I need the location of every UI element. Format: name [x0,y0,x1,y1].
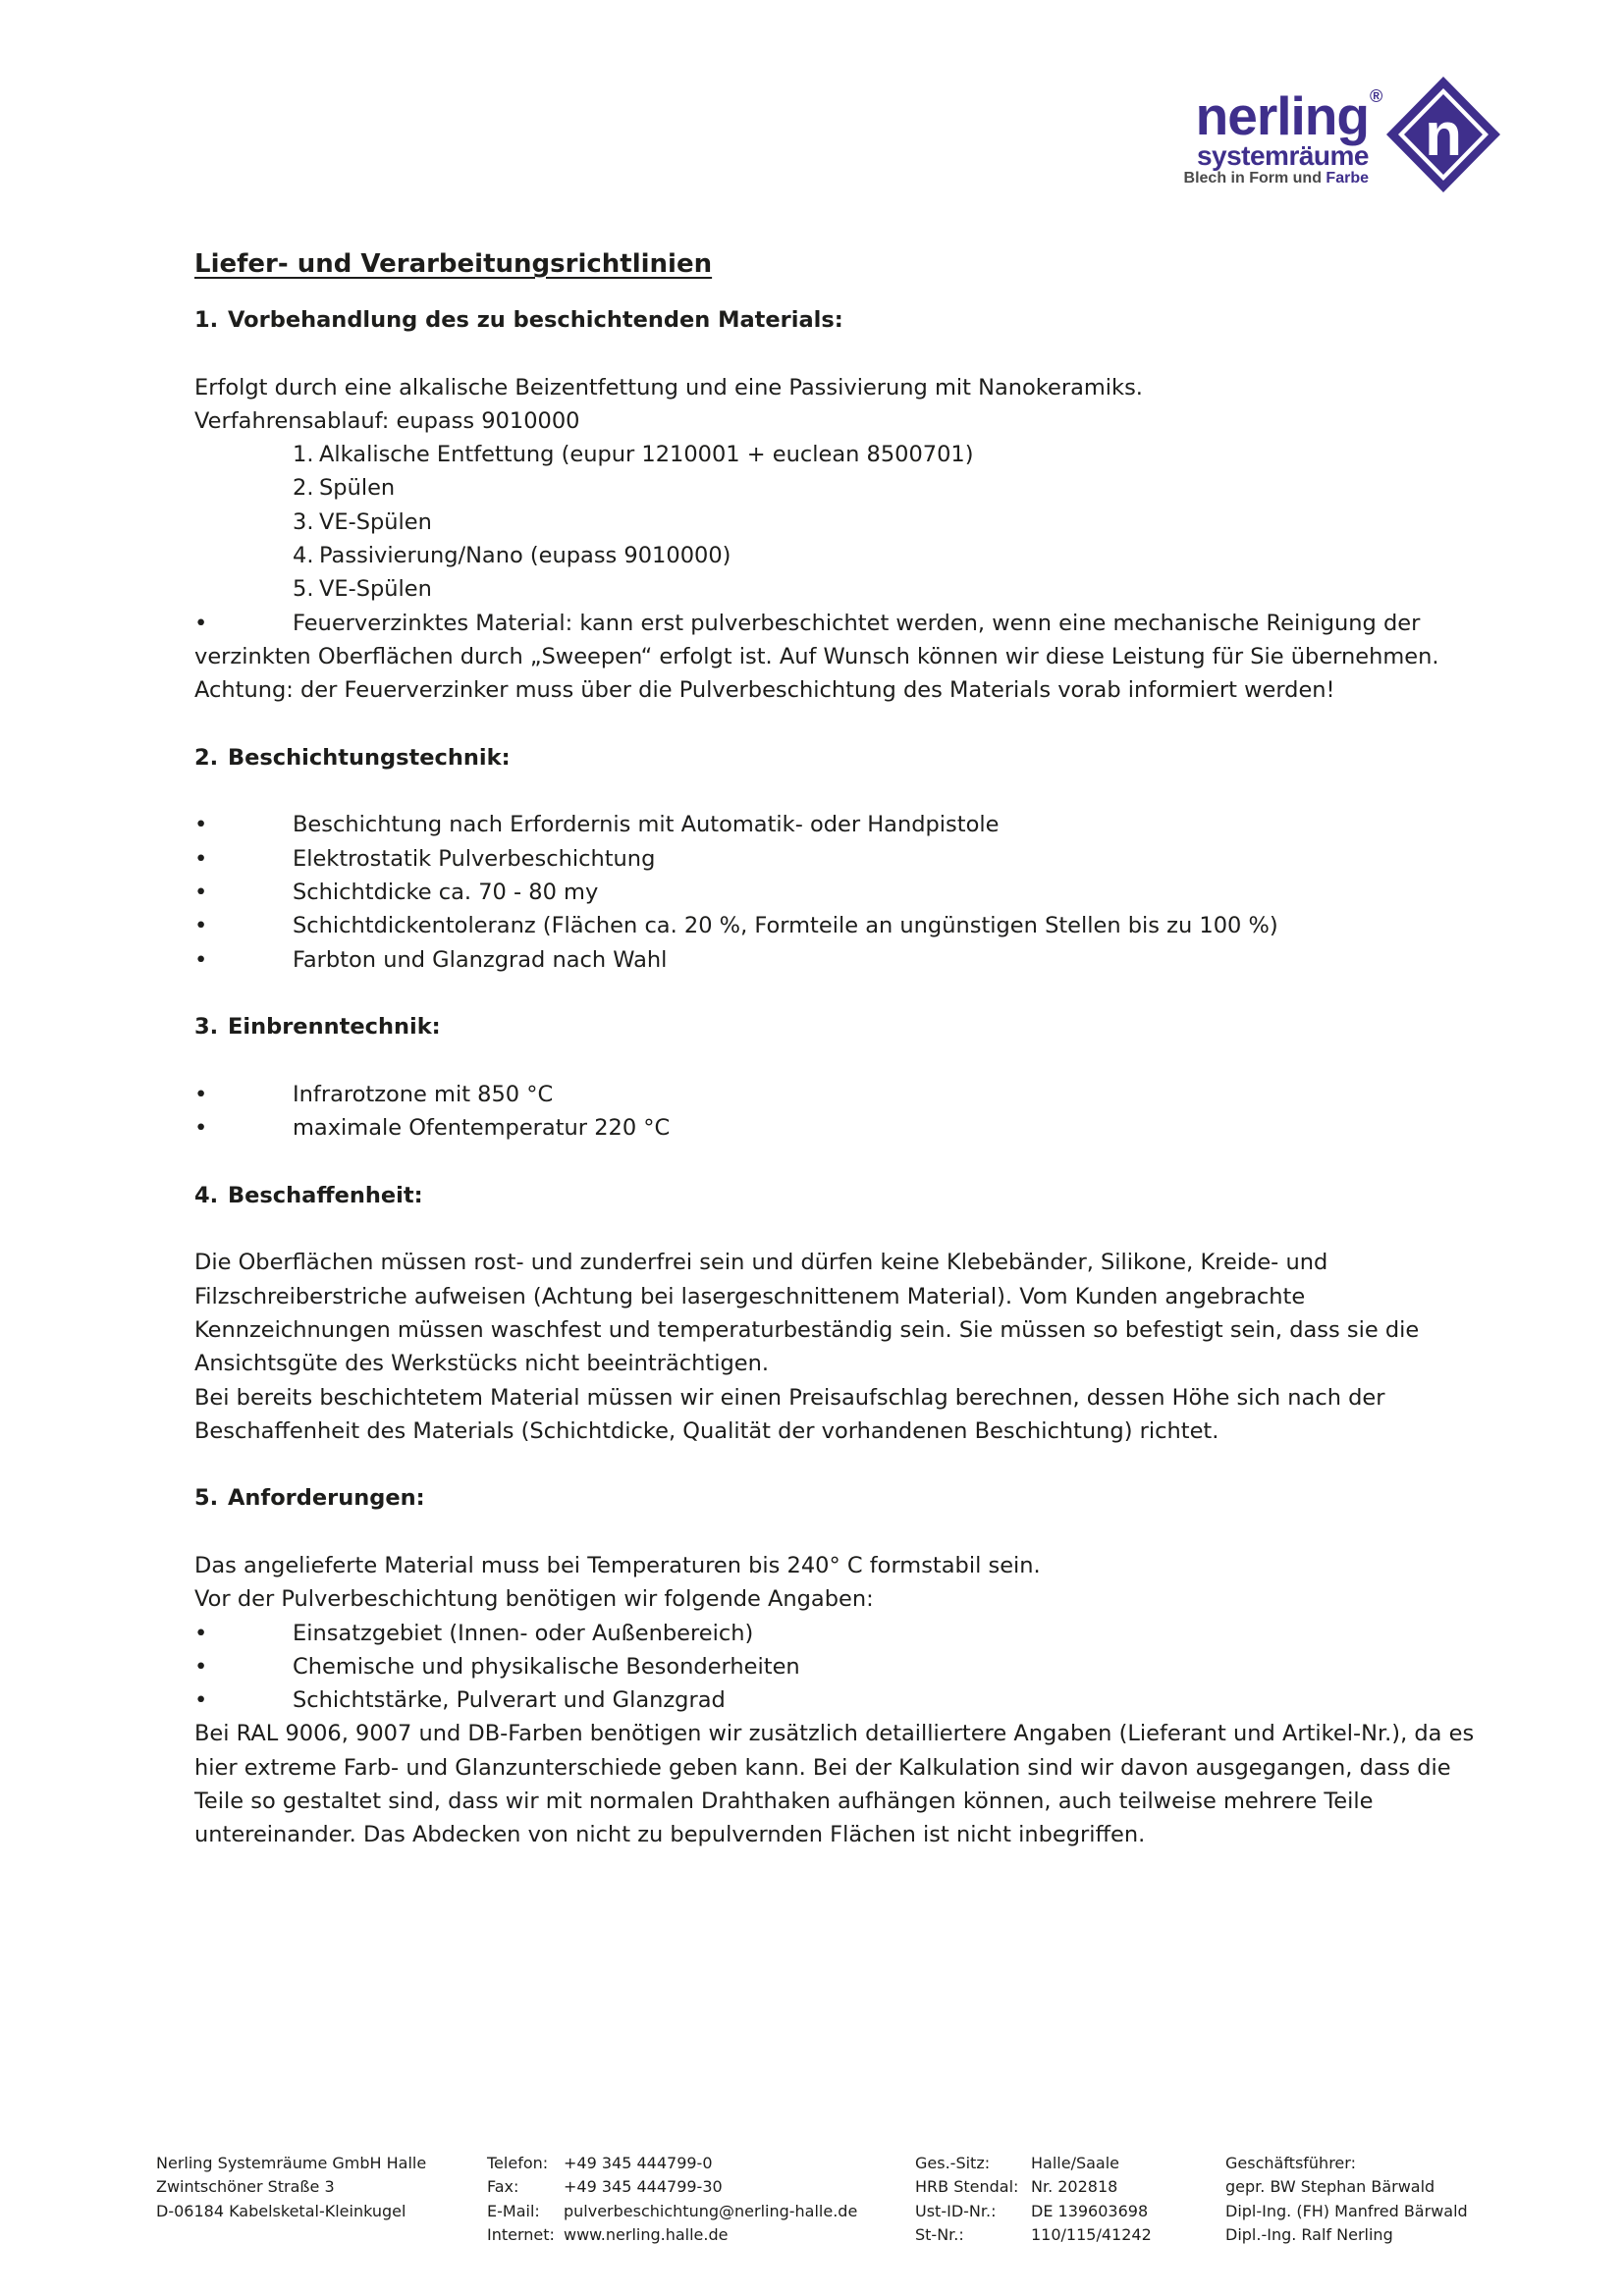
bullet-icon: • [194,1687,208,1714]
list-number: 2. [293,475,314,502]
footer-phone: +49 345 444799-0 [564,2154,713,2172]
paragraph-line: Ansichtsgüte des Werkstücks nicht beeinträchtigen. [194,1351,769,1377]
list-number: 5. [293,576,314,603]
paragraph-line: Das angelieferte Material muss bei Temperaturen bis 240° C formstabil sein. [194,1552,1041,1578]
paragraph-line: Erfolgt durch eine alkalische Beizentfettung und eine Passivierung mit Nanokeramiks. [194,374,1143,400]
paragraph-line: untereinander. Das Abdecken von nicht zu bepulvernden Flächen ist nicht inbegriffen. [194,1822,1146,1848]
footer-value: 110/115/41242 [1031,2224,1152,2244]
footer-manager-name: Dipl-Ing. (FH) Manfred Bärwald [1225,2201,1468,2220]
footer-manager-name: gepr. BW Stephan Bärwald [1225,2177,1435,2197]
footer-value: Halle/Saale [1031,2154,1120,2172]
paragraph-line: Beschaffenheit des Materials (Schichtdicke, Qualität der vorhandenen Beschichtung) richtet. [194,1417,1219,1444]
bullet-text: Beschichtung nach Erfordernis mit Automatik- oder Handpistole [293,812,1000,838]
bullet-icon: • [194,946,208,973]
bullet-icon: • [194,913,208,939]
logo-diamond-icon [1384,75,1502,194]
bullet-item [194,1617,1510,1650]
list-text: VE-Spülen [319,576,432,603]
section-number: 4. [194,1182,219,1208]
logo-tagline-start: Blech in Form und [1183,170,1322,187]
footer-management [1225,2152,1468,2247]
logo-subline: systemräume [1196,140,1369,171]
paragraph-line: verzinkten Oberflächen durch „Sweepen“ erfolgt ist. Auf Wunsch können wir diese Leistung für Sie übernehmen. [194,643,1439,669]
document-title: Liefer- und Verarbeitungsrichtlinien [194,249,713,279]
document-body [194,241,1510,1852]
bullet-item [194,876,1510,909]
section-title: Einbrenntechnik: [228,1014,441,1041]
bullet-icon: • [194,1620,208,1646]
footer-registry [915,2152,1152,2247]
bullet-text: Elektrostatik Pulverbeschichtung [293,845,656,872]
bullet-text: Schichtdicke ca. 70 - 80 my [293,880,599,906]
footer-street: Zwintschöner Straße 3 [156,2177,335,2197]
paragraph-line: Achtung: der Feuerverzinker muss über die Pulverbeschichtung des Materials vorab informiert werden! [194,677,1335,704]
footer-address [156,2152,426,2223]
paragraph-line: Teile so gestaltet sind, dass wir mit normalen Drahthaken aufhängen können, auch teilweise mehrere Teile [194,1789,1374,1815]
paragraph-line: Filzschreiberstriche aufweisen (Achtung bei lasergeschnittenem Material). Vom Kunden angebrachte [194,1283,1306,1309]
bullet-icon: • [194,1081,208,1107]
section-2-heading [194,741,1510,774]
section-number: 2. [194,744,219,771]
list-number: 1. [293,442,314,468]
bullet-text: Infrarotzone mit 850 °C [293,1081,554,1107]
section-title: Anforderungen: [228,1485,425,1512]
bullet-text: maximale Ofentemperatur 220 °C [293,1115,671,1142]
section-title: Vorbehandlung des zu beschichtenden Materials: [228,307,843,333]
bullet-text: Schichtdickentoleranz (Flächen ca. 20 %, Formteile an ungünstigen Stellen bis zu 100 %) [293,913,1278,939]
bullet-item [194,1111,1510,1145]
bullet-icon: • [194,845,208,872]
footer-label: St-Nr.: [915,2224,964,2244]
list-number: 3. [293,508,314,535]
paragraph-line: Bei bereits beschichtetem Material müssen wir einen Preisaufschlag berechnen, dessen Höhe sich nach der [194,1384,1385,1411]
footer-website-link[interactable]: www.nerling.halle.de [564,2224,729,2244]
list-item [194,572,1510,606]
paragraph-line: Kennzeichnungen müssen waschfest und temperaturbeständig sein. Sie müssen so befestigt sein, dass sie die [194,1316,1420,1343]
bullet-icon: • [194,610,208,636]
list-text: Alkalische Entfettung (eupur 1210001 + euclean 8500701) [319,442,974,468]
bullet-item [194,842,1510,876]
footer-label: Fax: [487,2177,519,2197]
list-text: Spülen [319,475,396,502]
bullet-item [194,943,1510,977]
section-title: Beschichtungstechnik: [228,744,511,771]
paragraph-line: Die Oberflächen müssen rost- und zunderfrei sein und dürfen keine Klebebänder, Silikone, Kreide- und [194,1250,1328,1276]
paragraph-line: Vor der Pulverbeschichtung benötigen wir folgende Angaben: [194,1586,874,1613]
section-1-heading [194,303,1510,337]
footer-label: Ust-ID-Nr.: [915,2201,997,2220]
footer-label: E-Mail: [487,2201,540,2220]
list-text: VE-Spülen [319,508,432,535]
footer-label: Internet: [487,2224,555,2244]
logo-mark-letter: n [1425,101,1462,169]
section-title: Beschaffenheit: [228,1182,423,1208]
bullet-text: Farbton und Glanzgrad nach Wahl [293,946,668,973]
footer-label: Ges.-Sitz: [915,2154,991,2172]
bullet-item [194,909,1510,942]
logo-registered-mark: ® [1370,86,1383,106]
bullet-text: Schichtstärke, Pulverart und Glanzgrad [293,1687,726,1714]
paragraph-line: Verfahrensablauf: eupass 9010000 [194,407,580,434]
footer-city: D-06184 Kabelsketal-Kleinkugel [156,2201,406,2220]
logo-tagline [1106,170,1369,187]
bullet-icon: • [194,1653,208,1680]
footer-value: Nr. 202818 [1031,2177,1118,2197]
bullet-text: Einsatzgebiet (Innen- oder Außenbereich) [293,1620,754,1646]
bullet-item [194,808,1510,841]
footer-contact [487,2152,857,2247]
bullet-icon: • [194,880,208,906]
bullet-item [194,1078,1510,1111]
paragraph-line: hier extreme Farb- und Glanzunterschiede geben kann. Bei der Kalkulation sind wir davon ausgegangen, dass die [194,1754,1451,1781]
list-item [194,438,1510,471]
company-logo [1106,67,1518,204]
bullet-item [194,1683,1510,1717]
bullet-icon: • [194,812,208,838]
footer-label: Telefon: [487,2154,549,2172]
section-number: 5. [194,1485,219,1512]
footer-value: DE 139603698 [1031,2201,1149,2220]
footer-email-link[interactable]: pulverbeschichtung@nerling-halle.de [564,2201,858,2220]
logo-tagline-accent: Farbe [1326,170,1369,187]
section-number: 1. [194,307,219,333]
list-item [194,471,1510,505]
section-3-heading [194,1010,1510,1043]
section-number: 3. [194,1014,219,1041]
list-text: Passivierung/Nano (eupass 9010000) [319,543,731,569]
footer-company-name: Nerling Systemräume GmbH Halle [156,2154,427,2172]
footer-manager-name: Dipl.-Ing. Ralf Nerling [1225,2224,1393,2244]
paragraph-line: Bei RAL 9006, 9007 und DB-Farben benötigen wir zusätzlich detailliertere Angaben (Lieferant und Artikel-Nr.), da es [194,1721,1475,1747]
logo-wordmark: nerling [1195,85,1369,146]
section-4-heading [194,1179,1510,1212]
list-item [194,539,1510,572]
footer-fax: +49 345 444799-30 [564,2177,723,2197]
list-item [194,506,1510,539]
footer-label: HRB Stendal: [915,2177,1019,2197]
bullet-item [194,607,1510,640]
bullet-text: Feuerverzinktes Material: kann erst pulverbeschichtet werden, wenn eine mechanische Reinigung der [293,610,1421,636]
bullet-icon: • [194,1115,208,1142]
bullet-text: Chemische und physikalische Besonderheiten [293,1653,800,1680]
footer-management-label: Geschäftsführer: [1225,2154,1356,2172]
list-number: 4. [293,543,314,569]
section-5-heading [194,1481,1510,1515]
bullet-item [194,1650,1510,1683]
